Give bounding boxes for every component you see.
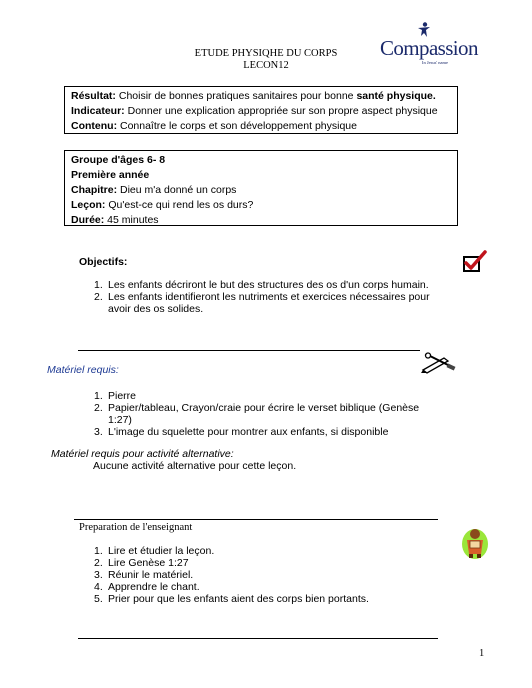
teacher-prep-heading: Preparation de l'enseignant: [79, 522, 193, 533]
title-line-1: ETUDE PHYSIQHE DU CORPS: [194, 48, 338, 59]
indicator-text: Donner une explication appropriée sur son propre aspect physique: [124, 105, 438, 117]
materials-list: [94, 390, 454, 438]
chapter-row: [71, 183, 451, 198]
result-text-bold: santé physique.: [356, 90, 436, 102]
section-divider: [74, 519, 438, 520]
checkbox-check-icon: [462, 250, 488, 274]
age-group: Groupe d'âges 6- 8: [71, 154, 166, 166]
logo-tagline: In Jesus' name: [422, 60, 449, 65]
alt-materials-text: Aucune activité alternative pour cette leçon.: [93, 460, 297, 472]
section-divider: [78, 638, 438, 639]
result-label: Résultat:: [71, 90, 116, 102]
alt-materials-heading: Matériel requis pour activité alternative:: [51, 448, 234, 460]
teacher-figure-icon: [460, 524, 490, 560]
title-line-2: LECON12: [243, 60, 289, 71]
list-item: 3. Réunir le matériel.: [94, 569, 194, 581]
section-divider: [78, 350, 420, 351]
objectives-heading: Objectifs:: [79, 256, 128, 268]
objectives-list: [94, 279, 454, 315]
content-label: Contenu:: [71, 120, 118, 132]
compassion-logo: [380, 22, 478, 65]
duration-text: 45 minutes: [104, 214, 159, 226]
result-text: Choisir de bonnes pratiques sanitaires pour bonne: [115, 90, 357, 102]
year: Première année: [71, 169, 150, 181]
duration-label: Durée:: [71, 214, 105, 226]
lesson-text: Qu'est-ce qui rend les os durs?: [105, 199, 254, 211]
summary-box: [64, 86, 458, 134]
list-item: 1. Lire et étudier la leçon.: [94, 545, 215, 557]
list-item: 5. Prier pour que les enfants aient des corps bien portants.: [94, 593, 369, 605]
indicator-row: [71, 104, 451, 119]
year-row: [71, 168, 451, 183]
list-item: 4. Apprendre le chant.: [94, 581, 200, 593]
page-number: 1: [479, 648, 485, 659]
materials-heading: Matériel requis:: [47, 364, 119, 376]
logo-wordmark: Compassion: [380, 36, 478, 60]
chapter-label: Chapitre:: [71, 184, 118, 196]
list-item: 3. L'image du squelette pour montrer aux enfants, si disponible: [94, 426, 389, 438]
list-item: 2. Papier/tableau, Crayon/craie pour écrire le verset biblique (Genèse 1:27): [94, 402, 420, 426]
age-group-row: [71, 153, 451, 168]
duration-row: [71, 213, 451, 228]
content-text: Connaître le corps et son développement physique: [117, 120, 357, 132]
lesson-info-box: [64, 150, 458, 226]
lesson-row: [71, 198, 451, 213]
content-row: [71, 119, 451, 134]
chapter-text: Dieu m'a donné un corps: [117, 184, 237, 196]
list-item: 1. Pierre: [94, 390, 137, 402]
pencil-scissors-icon: [420, 352, 456, 374]
indicator-label: Indicateur:: [71, 105, 125, 117]
lesson-label: Leçon:: [71, 199, 106, 211]
teacher-prep-list: [94, 545, 454, 605]
list-item: 2. Les enfants identifieront les nutriments et exercices nécessaires pour avoir des os solides.: [94, 291, 430, 315]
result-row: [71, 89, 451, 104]
list-item: 2. Lire Genèse 1:27: [94, 557, 189, 569]
list-item: 1. Les enfants décriront le but des structures des os d'un corps humain.: [94, 279, 429, 291]
